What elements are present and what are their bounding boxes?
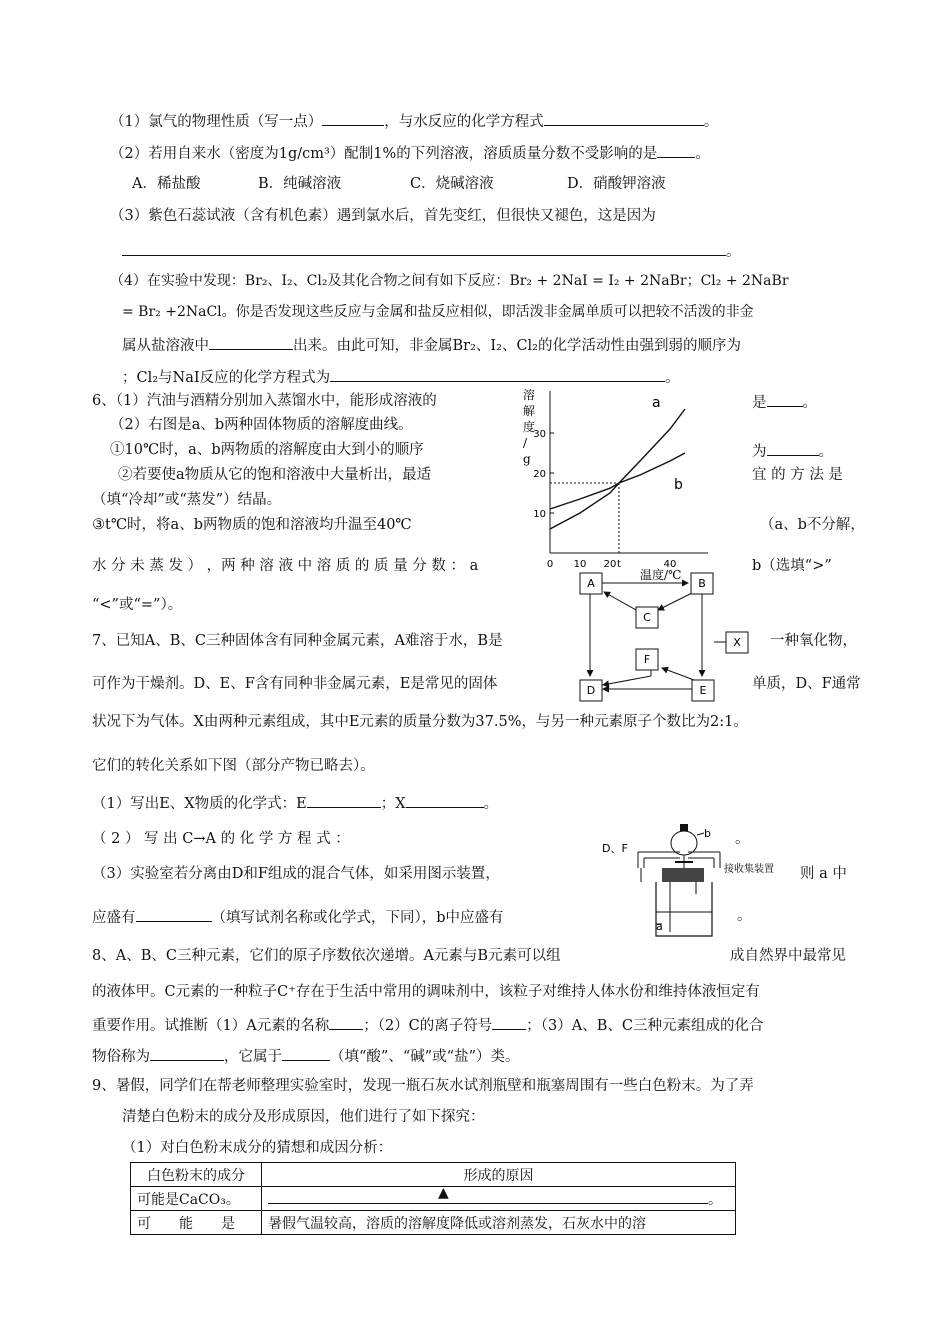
- analysis-table: [130, 1162, 736, 1235]
- q7-line-6: （ 2 ） 写 出 C→A 的 化 学 方 程 式 ：: [92, 831, 350, 847]
- answer-blank[interactable]: [767, 391, 803, 407]
- q7-line-5: （1）写出E、X物质的化学式：E ；X 。: [92, 792, 498, 814]
- answer-blank[interactable]: [544, 110, 704, 126]
- answer-blank[interactable]: [330, 366, 665, 382]
- y-tick-label: 10: [533, 509, 546, 520]
- answer-blank[interactable]: [329, 1014, 363, 1030]
- q5-line-1: （1）氯气的物理性质（写一点） ，与水反应的化学方程式 。: [110, 110, 718, 132]
- q7-line-8: 应盛有 （填写试剂名称或化学式，下同），b中应盛有: [92, 906, 504, 928]
- y-tick-label: 20: [533, 469, 546, 480]
- gas-washing-bottle-icon: [656, 882, 712, 936]
- answer-blank[interactable]: [209, 334, 293, 350]
- q7-line-7-right: 则 a 中: [800, 866, 847, 882]
- arrow-f-to-d: [603, 676, 651, 685]
- arrow-e-to-f: [662, 668, 694, 680]
- q9-line-1: 9、暑假，同学们在帮老师整理实验室时，发现一瓶石灰水试剂瓶壁和瓶塞周围有一些白色粉末。为了弄: [92, 1078, 754, 1094]
- q6-line-1-right: 是 。: [752, 391, 817, 413]
- series-b-line: [550, 453, 685, 509]
- q6-line-1: 6、（1）汽油与酒精分别加入蒸馏水中，能形成溶液的: [92, 393, 437, 409]
- svg-text:X: X: [733, 636, 741, 649]
- answer-blank[interactable]: [282, 1045, 330, 1061]
- q5-line-3: （3）紫色石蕊试液（含有机色素）遇到氯水后，首先变红，但很快又褪色，这是因为: [110, 208, 656, 224]
- arrow-c-to-a: [604, 592, 636, 610]
- svg-text:E: E: [699, 684, 707, 697]
- q6-line-7-right: b（选填“>”: [752, 558, 832, 574]
- y-axis-label: /: [523, 436, 528, 450]
- rubber-stopper-icon: [662, 868, 704, 882]
- q6-line-7: 水 分 未 蒸 发 ） ，两 种 溶 液 中 溶 质 的 质 量 分 数 ： a: [92, 558, 479, 574]
- table-cell: ▲ 。: [262, 1187, 736, 1211]
- q5-line-6: 属从盐溶液中 出来。由此可知，非金属Br₂、I₂、Cl₂的化学活动性由强到弱的顺序为: [122, 334, 741, 356]
- svg-text:B: B: [698, 577, 706, 590]
- table-cell: 暑假气温较高，溶质的溶解度降低或溶剂蒸发，石灰水中的溶: [262, 1211, 736, 1235]
- y-axis-label: 解: [523, 404, 536, 418]
- q9-line-2: 清楚白色粉末的成分及形成原因，他们进行了如下探究：: [122, 1109, 485, 1125]
- x-tick-label: 0: [546, 559, 554, 570]
- table-row: [131, 1187, 736, 1211]
- answer-blank[interactable]: [307, 792, 381, 808]
- x-tick-label: 20: [603, 559, 617, 570]
- q7-line-3: 状况下为气体。X由两种元素组成，其中E元素的质量分数为37.5%，与另一种元素原子个数比为2:1。: [92, 714, 748, 730]
- svg-text:b: b: [704, 827, 711, 840]
- q6-line-4-right: 宜 的 方 法 是: [752, 467, 843, 483]
- q5-line-7: ；Cl₂与NaI反应的化学方程式为 。: [122, 366, 680, 388]
- table-row: [131, 1211, 736, 1235]
- arrow-b-to-c: [658, 592, 694, 610]
- q5-line-2: （2）若用自来水（密度为1g/cm³）配制1%的下列溶液，溶质质量分数不受影响的是 。: [110, 142, 710, 164]
- y-axis-label: 溶: [523, 388, 536, 402]
- transformation-diagram: [576, 572, 751, 714]
- table-row: [131, 1163, 736, 1187]
- table-header-cell: 形成的原因: [262, 1163, 736, 1187]
- y-axis-label: g: [523, 452, 531, 466]
- x-tick-label: t: [617, 559, 621, 570]
- q6-line-6-right: （a、b不分解，: [760, 517, 865, 533]
- q7-line-2-right: 单质，D、F通常: [752, 676, 861, 692]
- answer-blank[interactable]: [492, 1014, 526, 1030]
- table-cell: 可 能 是: [131, 1211, 262, 1235]
- q5-line-4: （4）在实验中发现：Br₂、I₂、Cl₂及其化合物之间有如下反应：Br₂ + 2NaI = I₂ + 2NaBr；Cl₂ + 2NaBr: [110, 273, 789, 289]
- answer-blank[interactable]: [150, 1045, 224, 1061]
- y-tick-label: 30: [533, 429, 546, 440]
- svg-text:D: D: [586, 684, 596, 697]
- y-axis-label: 度: [523, 420, 536, 434]
- q5-option-a: A．稀盐酸: [132, 176, 201, 192]
- q8-line-4: 物俗称为 ，它属于 （填“酸”、“碱”或“盐”）类。: [92, 1045, 519, 1067]
- q5-option-d: D．硝酸钾溶液: [567, 176, 666, 192]
- q6-line-2: （2）右图是a、b两种固体物质的溶解度曲线。: [110, 417, 413, 433]
- q7-line-7: （3）实验室若分离由D和F组成的混合气体，如采用图示装置，: [92, 866, 500, 882]
- stopper-icon: [680, 824, 688, 831]
- series-a-label: a: [652, 395, 661, 411]
- answer-blank[interactable]: [657, 142, 695, 158]
- q6-line-4: ②若要使a物质从它的饱和溶液中大量析出，最适: [118, 467, 432, 483]
- q5-line-3-blank: 。: [122, 240, 741, 262]
- answer-blank[interactable]: [767, 440, 819, 456]
- answer-blank[interactable]: [322, 110, 384, 126]
- q7-line-6-end: 。: [735, 831, 750, 847]
- series-a-line: [550, 409, 685, 529]
- x-tick-label: 40: [663, 559, 677, 570]
- svg-text:D、F: D、F: [602, 842, 628, 855]
- q6-line-6: ③t℃时，将a、b两物质的饱和溶液均升温至40℃: [92, 517, 412, 533]
- solubility-chart: [515, 385, 715, 585]
- table-cell: 可能是CaCO₃。: [131, 1187, 262, 1211]
- separation-apparatus: [600, 820, 795, 945]
- q6-line-3: ①10℃时，a、b两物质的溶解度由大到小的顺序: [110, 442, 424, 458]
- table-header-cell: 白色粉末的成分: [131, 1163, 262, 1187]
- answer-blank[interactable]: [406, 792, 484, 808]
- q7-line-4: 它们的转化关系如下图（部分产物已略去）。: [92, 758, 375, 774]
- q6-line-8: “<”或“=”）。: [92, 597, 183, 613]
- q8-line-3: 重要作用。试推断（1）A元素的名称 ；（2）C的离子符号 ；（3）A、B、C三种元素组成的化合: [92, 1014, 763, 1036]
- q6-line-3-right: 为 。: [752, 440, 833, 462]
- svg-text:A: A: [587, 577, 595, 590]
- q7-line-1-right: 一种氧化物，: [770, 633, 857, 649]
- q7-line-1: 7、已知A、B、C三种固体含有同种金属元素，A难溶于水，B是: [92, 633, 503, 649]
- answer-blank[interactable]: [136, 906, 212, 922]
- q7-line-8-end: 。: [737, 908, 752, 924]
- answer-blank[interactable]: ▲: [268, 1188, 708, 1204]
- x-tick-label: 10: [573, 559, 587, 570]
- series-b-label: b: [674, 477, 683, 493]
- q6-line-5: （填“冷却”或“蒸发”）结晶。: [92, 492, 282, 508]
- svg-text:接收集装置: 接收集装置: [724, 864, 774, 875]
- svg-text:F: F: [643, 653, 651, 666]
- separatory-funnel-icon: [671, 831, 697, 855]
- q8-line-2: 的液体甲。C元素的一种粒子C⁺存在于生活中常用的调味剂中，该粒子对维持人体水份和维持体液恒定有: [92, 984, 760, 1000]
- q8-line-1: 8、A、B、C三种元素，它们的原子序数依次递增。A元素与B元素可以组: [92, 948, 561, 964]
- q5-option-b: B．纯碱溶液: [258, 176, 342, 192]
- svg-text:a: a: [656, 920, 663, 933]
- answer-blank[interactable]: [122, 240, 726, 256]
- q8-line-1-right: 成自然界中最常见: [730, 948, 846, 964]
- q5-line-5: = Br₂ +2NaCl。你是否发现这些反应与金属和盐反应相似，即活泼非金属单质可以把较不活泼的非金: [122, 304, 754, 320]
- q5-option-c: C．烧碱溶液: [410, 176, 494, 192]
- q7-line-2: 可作为干燥剂。D、E、F含有同种非金属元素，E是常见的固体: [92, 676, 498, 692]
- q9-line-3: （1）对白色粉末成分的猜想和成因分析：: [122, 1140, 393, 1156]
- x-axis-label: 温度/℃: [640, 568, 682, 582]
- svg-text:C: C: [643, 611, 651, 624]
